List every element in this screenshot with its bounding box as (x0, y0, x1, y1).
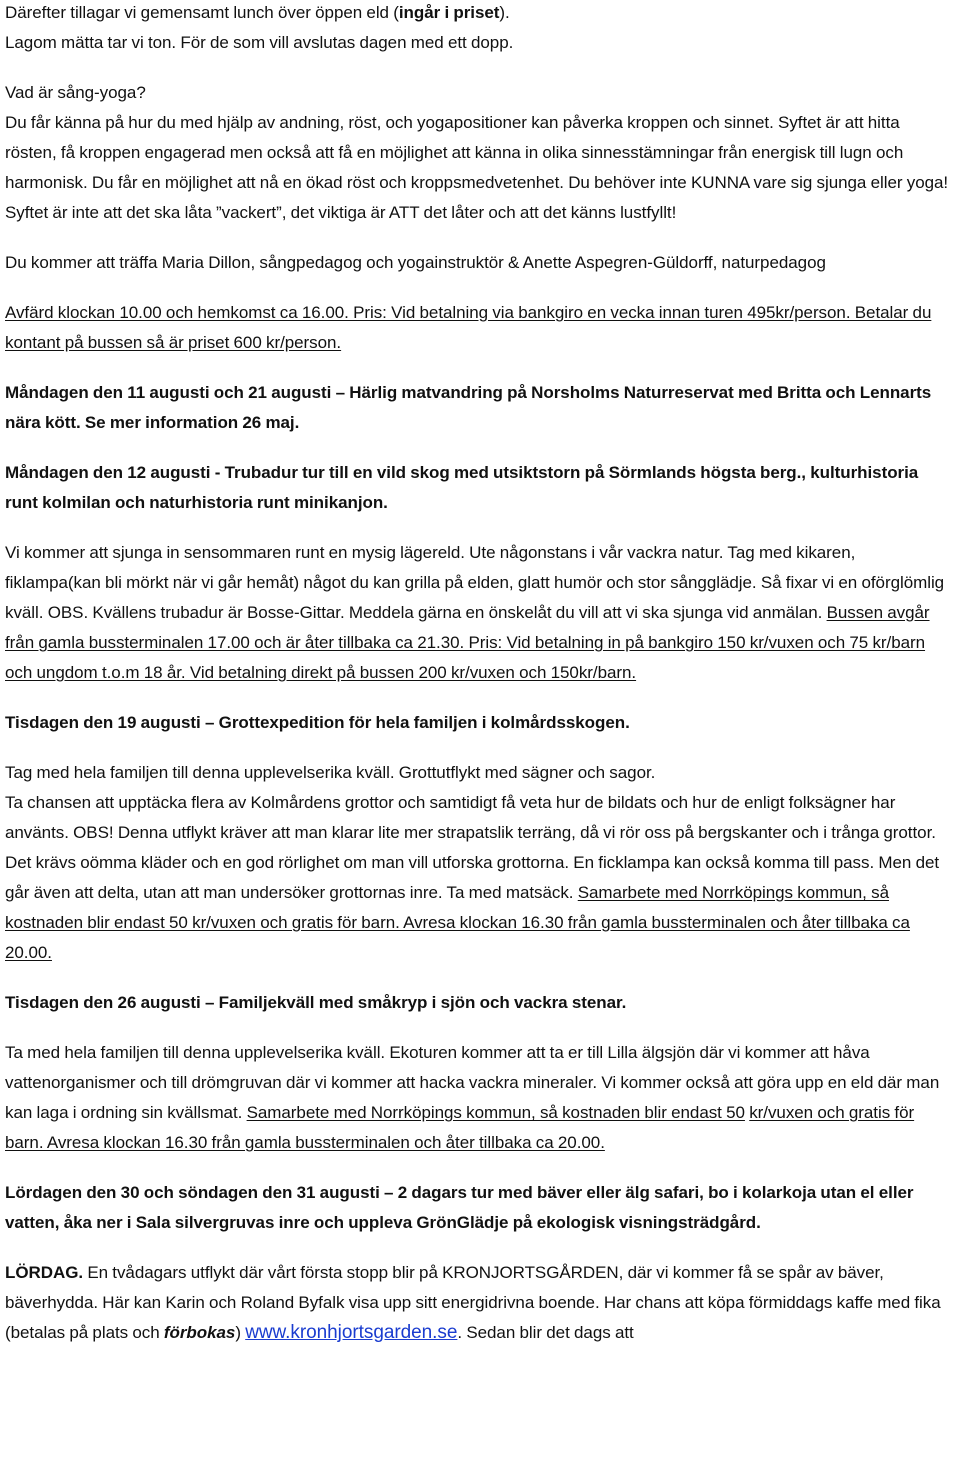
paragraph-familjekvall-info (5, 1038, 955, 1158)
bold-text: LÖRDAG. (5, 1263, 84, 1282)
paragraph-lordag (5, 1258, 955, 1348)
paragraph-sang-yoga (5, 78, 955, 228)
text: Därefter tillagar vi gemensamt lunch över öppen eld ( (5, 3, 399, 22)
text: Du får känna på hur du med hjälp av andning, röst, och yogapositioner kan påverka kroppen och sinnet. Syftet är att hitta rösten, få kroppen engagerad men också att få en möjlighet att känna in olika sinnesstämningar från energisk till lugn och harmonisk. Du får en möjlighet att nå en ökad röst och kroppsmedvetenhet. Du behöver inte KUNNA vare sig sjunga eller yoga! Syftet är inte att det ska låta ”vackert”, det viktiga är ATT det låter och att det känns lustfyllt! (5, 113, 949, 222)
heading-matvandring (5, 378, 955, 438)
text: Lagom mätta tar vi ton. För de som vill avslutas dagen med ett dopp. (5, 33, 514, 52)
paragraph-grott-info (5, 758, 955, 968)
text: Måndagen den 12 augusti - Trubadur tur till en vild skog med utsiktstorn på Sörmlands högsta berg., kulturhistoria runt kolmilan och naturhistoria runt minikanjon. (5, 463, 919, 512)
text: Tisdagen den 19 augusti – Grottexpedition för hela familjen i kolmårdsskogen. (5, 713, 630, 732)
text: Vi kommer att sjunga in sensommaren runt en mysig lägereld. Ute någonstans i vår vackra natur. Tag med kikaren, fiklampa(kan bli mörkt när vi går hemåt) något du kan grilla på elden, glatt humör och stor sångglädje. Så fixar vi en oförglömlig kväll. OBS. Kvällens trubadur är Bosse-Gittar. Meddela gärna en önskelåt du vill att vi ska sjunga vid anmälan. (5, 543, 945, 622)
text: Tisdagen den 26 augusti – Familjekväll med småkryp i sjön och vackra stenar. (5, 993, 627, 1012)
text: Lördagen den 30 och söndagen den 31 augusti – 2 dagars tur med bäver eller älg safari, bo i kolarkoja utan el eller vatten, åka ner i Sala silvergruvas inre och uppleva GrönGlädje på ekologisk visningsträdgård. (5, 1183, 914, 1232)
paragraph-instructors (5, 248, 955, 278)
bold-italic-text: förbokas (163, 1323, 236, 1342)
heading-grottexpedition (5, 708, 955, 738)
paragraph-trubadur-info (5, 538, 955, 688)
text: ) (235, 1323, 246, 1342)
text: ). (499, 3, 510, 22)
text: . Sedan blir det dags att (457, 1323, 634, 1342)
bold-text: ingår i priset (398, 3, 500, 22)
heading-safari (5, 1178, 955, 1238)
underlined-text: Samarbete med Norrköpings kommun, så kostnaden blir endast 50 kr/vuxen och gratis för barn. Avresa klockan 16.30 från gamla bussterminalen och åter tillbaka ca 20.00. (5, 883, 910, 962)
heading-familjekvall (5, 988, 955, 1018)
heading-trubadur (5, 458, 955, 518)
underlined-text: Bussen avgår från gamla bussterminalen 17.00 och är åter tillbaka ca 21.30. Pris: Vid betalning in på bankgiro 150 kr/vuxen och 75 kr/barn och ungdom t.o.m 18 år. Vid betalning direkt på bussen 200 kr/vuxen och 150kr/barn. (5, 603, 930, 682)
underlined-text: Avfärd klockan 10.00 och hemkomst ca 16.00. Pris: Vid betalning via bankgiro en vecka innan turen 495kr/person. Betalar du kontant på bussen så är priset 600 kr/person. (5, 303, 932, 352)
text: Måndagen den 11 augusti och 21 augusti – Härlig matvandring på Norsholms Naturreservat med Britta och Lennarts nära kött. Se mer information 26 maj. (5, 383, 932, 432)
text: En tvådagars utflykt där vårt första stopp blir på KRONJORTSGÅRDEN, där vi kommer få se spår av bäver, bäverhydda. Här kan Karin och Roland Byfalk visa upp sitt energidrivna boende. Har chans att köpa förmiddags kaffe med fika (betalas på plats och (5, 1263, 941, 1342)
paragraph-lunch (5, 0, 955, 58)
website-link[interactable]: www.kronhjortsgarden.se (245, 1322, 458, 1343)
document-body (5, 0, 955, 1368)
underlined-text: Samarbete med Norrköpings kommun, så kostnaden blir endast 50 (246, 1103, 745, 1122)
text: Du kommer att träffa Maria Dillon, sångpedagog och yogainstruktör & Anette Aspegren-Güldorff, naturpedagog (5, 253, 826, 272)
text: Ta med hela familjen till denna upplevelserika kväll. Ekoturen kommer att ta er till Lilla älgsjön där vi kommer att håva vattenorganismer och till drömgruvan där vi kommer att hacka vackra mineraler. Vi kommer också att göra upp en eld där man kan laga i ordning sin kvällsmat. (5, 1043, 940, 1122)
text: Ta chansen att upptäcka flera av Kolmårdens grottor och samtidigt få veta hur de bildats och hur de enligt folksägner har använts. OBS! Denna utflykt kräver att man klarar lite mer strapatslik terräng, då vi rör oss på bergskanter och i trånga grottor. Det krävs oömma kläder och en god rörlighet om man vill utforska grottorna. En ficklampa kan också komma till pass. Men det går även att delta, utan att man undersöker grottornas inre. Ta med matsäck. (5, 793, 940, 902)
underlined-text: kr/vuxen och gratis för barn. Avresa klockan 16.30 från gamla bussterminalen och åter tillbaka ca 20.00. (5, 1103, 915, 1152)
text: Tag med hela familjen till denna upplevelserika kväll. Grottutflykt med sägner och sagor. (5, 763, 656, 782)
question-heading: Vad är sång-yoga? (5, 83, 146, 102)
paragraph-departure-price (5, 298, 955, 358)
